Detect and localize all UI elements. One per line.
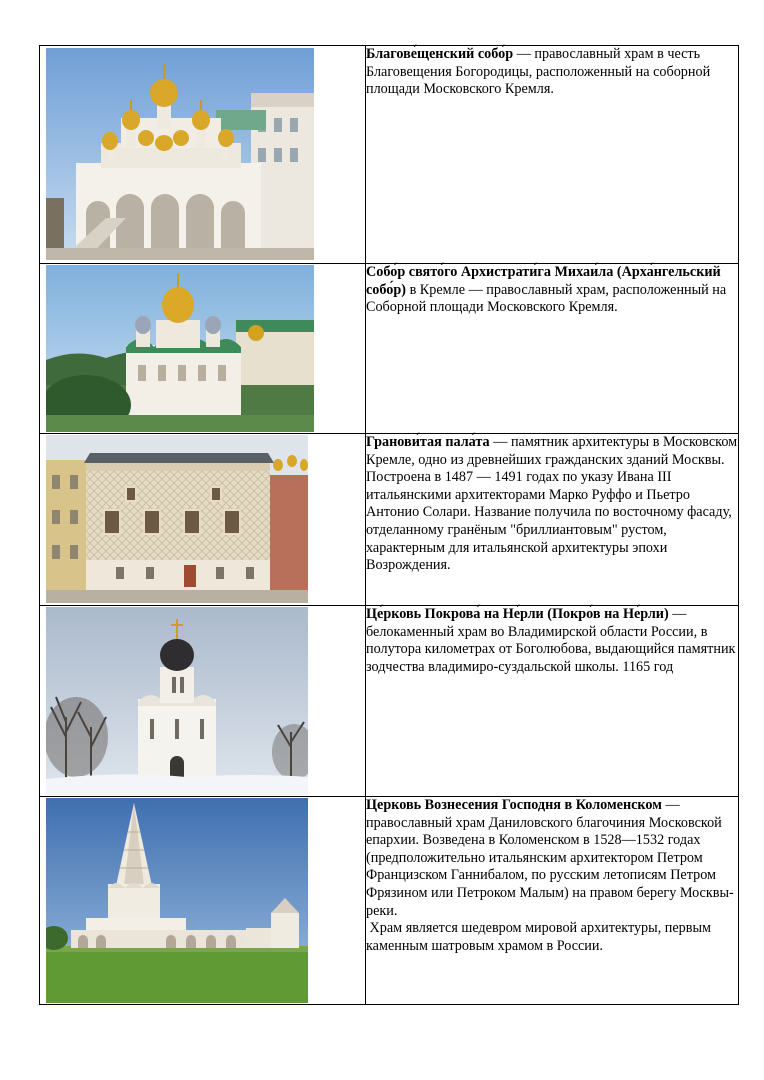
table-row	[40, 797, 739, 1005]
archangel-cathedral-description	[366, 264, 738, 317]
church-on-nerl-photo	[46, 607, 308, 795]
row-text: — памятник архитектуры в Московском Кремле, одно из древнейших гражданских зданий Москвы. Построена в 1487 — 1491 годах по указу Ивана III итальянскими архитекторами Марко Руффо и Пьетро Антонио Солари. Название получила по восточному фасаду, отделанному гранёным "бриллиантовым" рустом, характерным для итальянской архитектуры эпохи Возрождения.	[366, 434, 738, 574]
cathedrals-table	[39, 45, 739, 1005]
annunciation-cathedral-photo	[46, 48, 314, 260]
table-row	[40, 264, 739, 434]
table-row	[40, 46, 739, 264]
row-title: Це́рковь Покрова́ на Не́рли (Покро́в на Не́рли)	[366, 606, 669, 622]
annunciation-cathedral-description	[366, 46, 738, 99]
row-text-extra: Храм является шедевром мировой архитектуры, первым каменным шатровым храмом в России.	[366, 920, 719, 954]
row-text: — православный храм в честь Благовещения Богородицы, расположенный на соборной площади Московского Кремля.	[366, 46, 711, 98]
table-row	[40, 606, 739, 797]
church-on-nerl-description	[366, 606, 738, 676]
church-of-ascension-description	[366, 797, 738, 955]
archangel-cathedral-photo	[46, 265, 314, 432]
row-text: — православный храм Даниловского благочиния Московской епархии. Возведена в Коломенском в 1528—1532 годах (предположительно итальянским архитектором Петром Францизском Ганнибалом, по русским летописям Петром Фрязином или Петроком Малым) на правом берегу Москвы-реки.	[366, 797, 734, 919]
row-title: Церковь Вознесения Господня в Коломенском	[366, 797, 662, 813]
row-title: Собо́р свято́го Архистрати́га Михаи́ла (Арха́нгельский собо́р)	[366, 264, 721, 298]
table-row	[40, 434, 739, 606]
palace-of-facets-photo	[46, 435, 308, 603]
church-of-ascension-photo	[46, 798, 308, 1003]
row-text: в Кремле — православный храм, расположенный на Соборной площади Московского Кремля.	[366, 281, 727, 316]
row-title: Гранови́тая пала́та	[366, 434, 490, 450]
row-text: — белокаменный храм во Владимирской области России, в полутора километрах от Боголюбова, выдающийся памятник зодчества владимиро-суздальской школы. 1165 год	[366, 606, 736, 675]
palace-of-facets-description	[366, 434, 738, 575]
row-title: Благове́щенский собо́р	[366, 46, 514, 62]
